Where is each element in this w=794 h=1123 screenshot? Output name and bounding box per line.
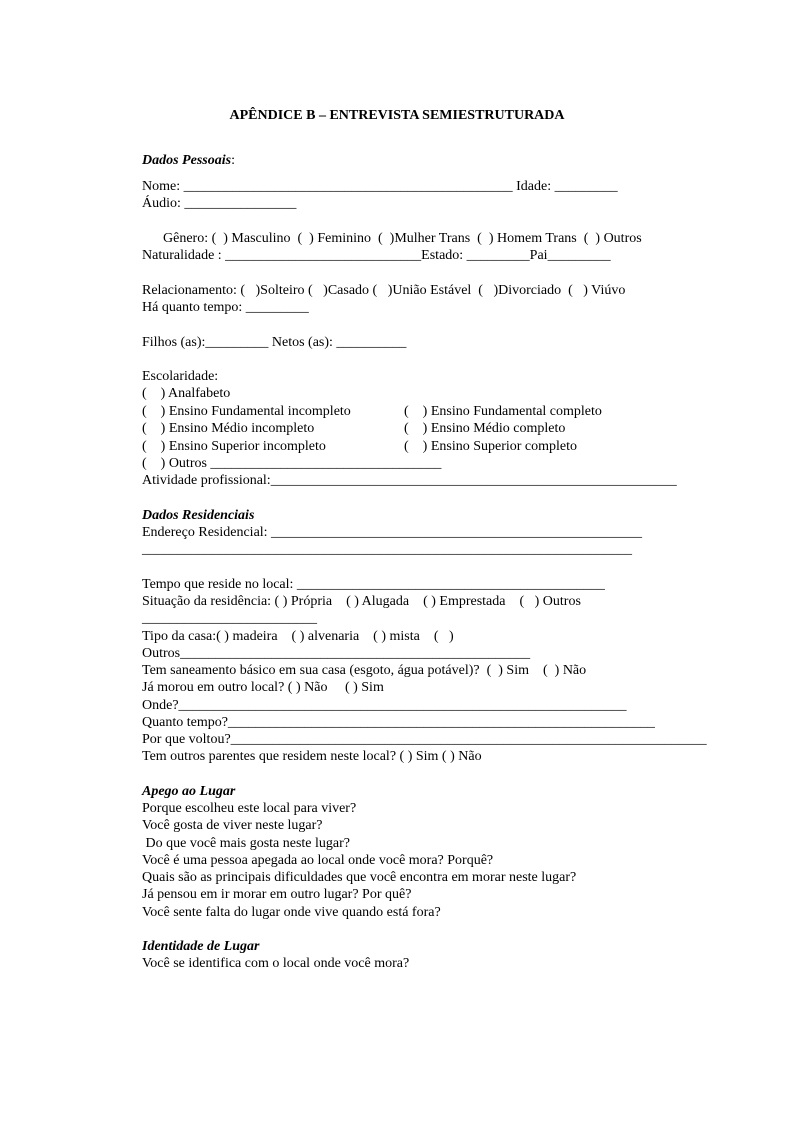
field-endereco-continuation: ______________________________________________________________________ — [142, 542, 632, 557]
field-outros-parentes: Tem outros parentes que residem neste local? ( ) Sim ( ) Não — [142, 749, 482, 764]
field-situacao-residencia: Situação da residência: ( ) Própria ( ) Alugada ( ) Emprestada ( ) Outros — [142, 594, 581, 609]
option-superior-incompleto: ( ) Ensino Superior incompleto — [142, 439, 326, 454]
field-filhos-netos: Filhos (as):_________ Netos (as): __________ — [142, 335, 407, 350]
field-tempo-reside: Tempo que reside no local: ____________________________________________ — [142, 577, 605, 592]
question-apego-5: Quais são as principais dificuldades que você encontra em morar neste lugar? — [142, 870, 577, 885]
field-tipo-outros: Outros__________________________________________________ — [142, 646, 531, 661]
option-outros: ( ) Outros _________________________________ — [142, 456, 442, 471]
document-title: APÊNDICE B – ENTREVISTA SEMIESTRUTURADA — [229, 108, 565, 123]
field-genero: Gênero: ( ) Masculino ( ) Feminino ( )Mulher Trans ( ) Homem Trans ( ) Outros — [142, 231, 642, 246]
field-endereco: Endereço Residencial: _____________________________________________________ — [142, 525, 643, 540]
field-por-que-voltou: Por que voltou?____________________________________________________________________ — [142, 732, 707, 747]
field-relacionamento: Relacionamento: ( )Solteiro ( )Casado ( )União Estável ( )Divorciado ( ) Viúvo — [142, 283, 626, 298]
field-morou-outro-local: Já morou em outro local? ( ) Não ( ) Sim — [142, 680, 384, 695]
question-identidade-1: Você se identifica com o local onde você mora? — [142, 956, 410, 971]
field-atividade-profissional: Atividade profissional:__________________________________________________________ — [142, 473, 677, 488]
field-onde: Onde?________________________________________________________________ — [142, 698, 627, 713]
field-tipo-casa: Tipo da casa:( ) madeira ( ) alvenaria ( ) mista ( ) — [142, 629, 454, 644]
field-saneamento: Tem saneamento básico em sua casa (esgoto, água potável)? ( ) Sim ( ) Não — [142, 663, 587, 678]
question-apego-7: Você sente falta do lugar onde vive quando está fora? — [142, 905, 441, 920]
heading-colon: : — [231, 153, 235, 168]
section-identidade-de-lugar: Identidade de Lugar — [142, 939, 260, 954]
section-dados-pessoais — [142, 153, 235, 169]
option-superior-completo: ( ) Ensino Superior completo — [404, 439, 578, 454]
section-apego-ao-lugar: Apego ao Lugar — [142, 784, 236, 799]
question-apego-2: Você gosta de viver neste lugar? — [142, 818, 323, 833]
option-fundamental-completo: ( ) Ensino Fundamental completo — [404, 404, 602, 419]
field-situacao-continuation: _________________________ — [142, 611, 317, 626]
question-apego-1: Porque escolheu este local para viver? — [142, 801, 357, 816]
option-medio-completo: ( ) Ensino Médio completo — [404, 421, 566, 436]
field-nome-idade: Nome: _______________________________________________ Idade: _________ — [142, 179, 618, 194]
question-apego-6: Já pensou em ir morar em outro lugar? Por quê? — [142, 887, 412, 902]
question-apego-4: Você é uma pessoa apegada ao local onde você mora? Porquê? — [142, 853, 494, 868]
section-heading: Dados Pessoais — [142, 153, 232, 168]
option-medio-incompleto: ( ) Ensino Médio incompleto — [142, 421, 315, 436]
section-dados-residenciais: Dados Residenciais — [142, 508, 255, 523]
option-analfabeto: ( ) Analfabeto — [142, 386, 231, 401]
field-audio: Áudio: ________________ — [142, 196, 297, 211]
question-apego-3: Do que você mais gosta neste lugar? — [142, 836, 350, 851]
field-naturalidade: Naturalidade : ____________________________Estado: _________Pai_________ — [142, 248, 611, 263]
field-quanto-tempo: Quanto tempo?_____________________________________________________________ — [142, 715, 655, 730]
field-escolaridade-label: Escolaridade: — [142, 369, 219, 384]
option-fundamental-incompleto: ( ) Ensino Fundamental incompleto — [142, 404, 351, 419]
field-ha-quanto-tempo: Há quanto tempo: _________ — [142, 300, 309, 315]
